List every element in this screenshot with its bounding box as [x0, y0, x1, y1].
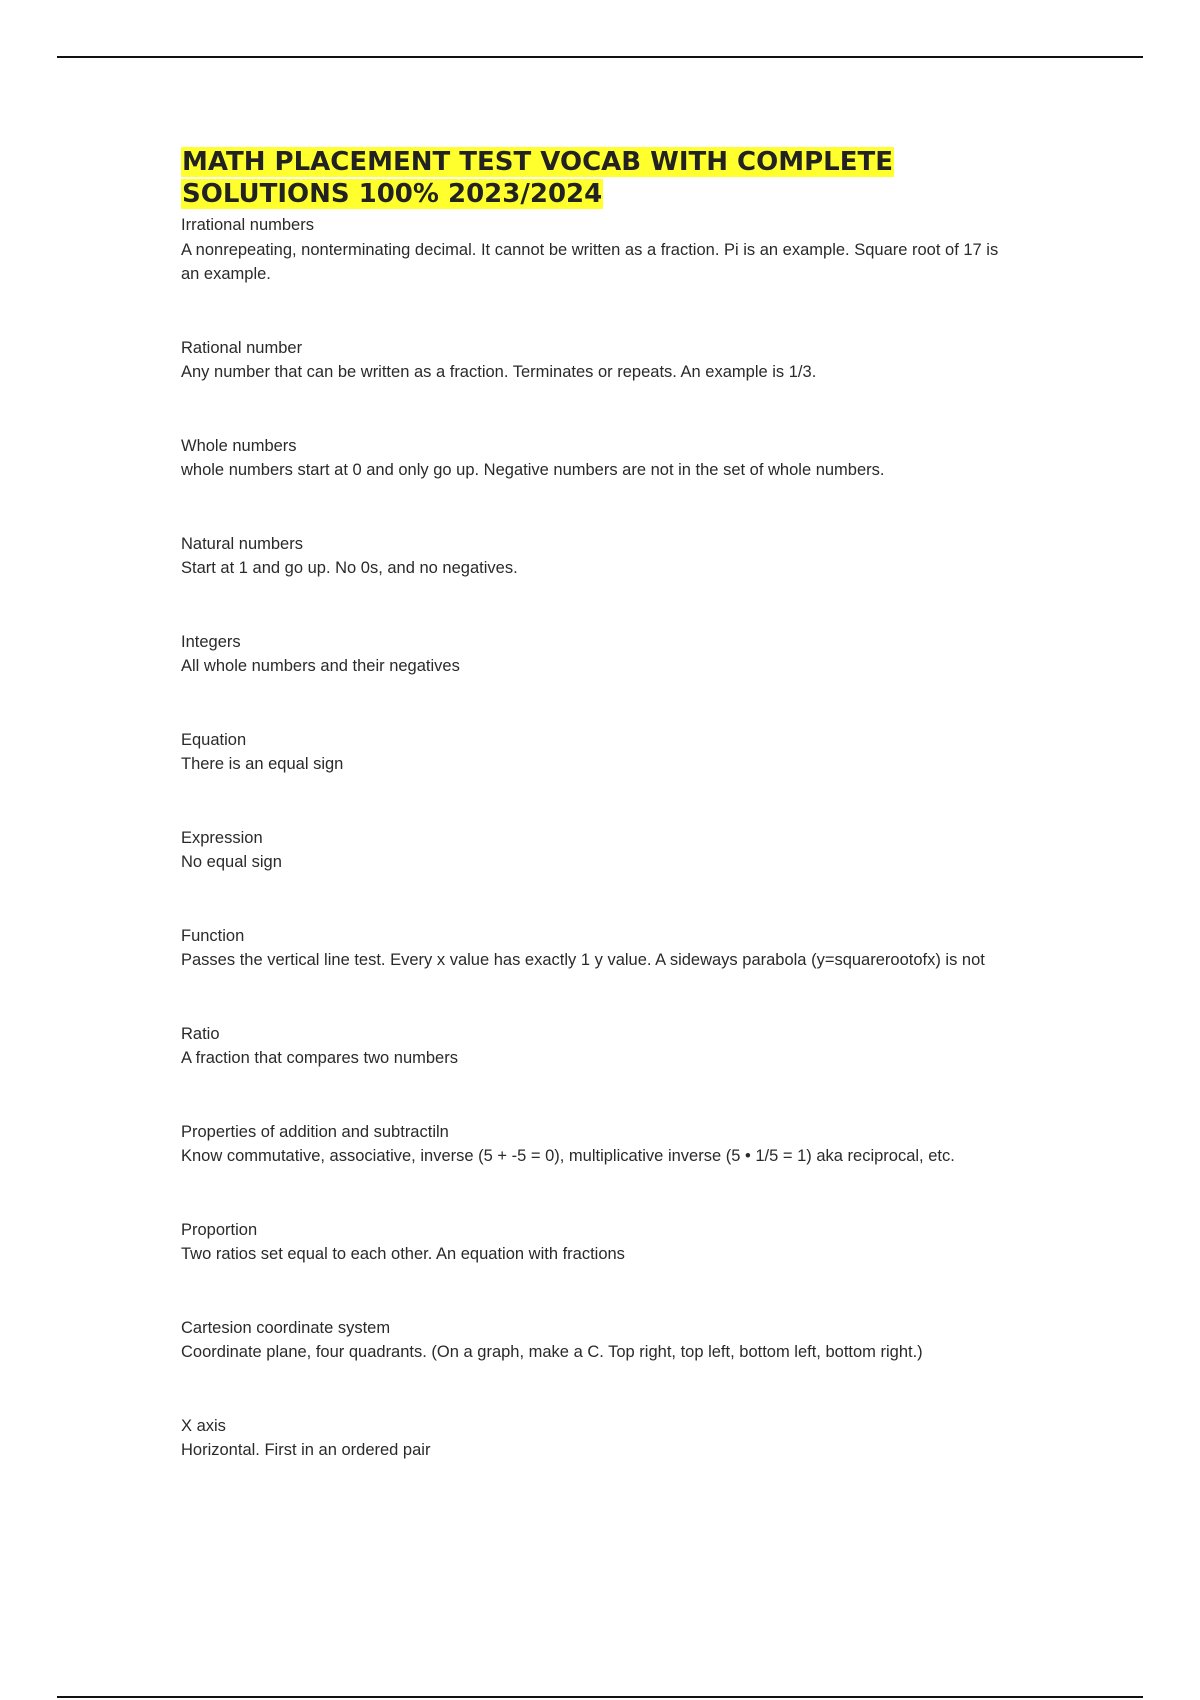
vocab-term: Properties of addition and subtractiln — [181, 1122, 449, 1141]
vocab-term: Cartesion coordinate system — [181, 1318, 391, 1337]
vocab-definition: Coordinate plane, four quadrants. (On a graph, make a C. Top right, top left, bottom left, bottom right.) — [181, 1343, 923, 1361]
header-rule — [57, 56, 1143, 58]
vocab-definition: whole numbers start at 0 and only go up. Negative numbers are not in the set of whole numbers. — [181, 461, 885, 479]
vocab-entry — [181, 1022, 1021, 1071]
title-highlight: MATH PLACEMENT TEST VOCAB WITH COMPLETE SOLUTIONS 100% 2023/2024 — [182, 147, 893, 209]
vocab-definition: Two ratios set equal to each other. An equation with fractions — [181, 1245, 625, 1263]
vocab-entry — [181, 434, 1021, 483]
vocab-term: Proportion — [181, 1220, 258, 1239]
vocab-term: Function — [181, 926, 245, 945]
vocab-definition: There is an equal sign — [181, 755, 344, 773]
vocab-definition: No equal sign — [181, 853, 282, 871]
vocab-term: Irrational numbers — [181, 216, 314, 234]
vocab-definition: A nonrepeating, nonterminating decimal. It cannot be written as a fraction. Pi is an example. Square root of 17 is an example. — [181, 240, 999, 283]
document-body — [181, 146, 1021, 1463]
vocab-term: Whole numbers — [181, 436, 297, 455]
vocab-definition: Horizontal. First in an ordered pair — [181, 1441, 431, 1459]
vocab-definition: Passes the vertical line test. Every x value has exactly 1 y value. A sideways parabola (y=squarerootofx) is not — [181, 951, 985, 969]
vocab-definition: Know commutative, associative, inverse (5 + -5 = 0), multiplicative inverse (5 • 1/5 = 1) aka reciprocal, etc. — [181, 1147, 955, 1165]
vocab-term: Integers — [181, 632, 241, 651]
vocab-term: Natural numbers — [181, 534, 303, 553]
vocab-term: X axis — [181, 1416, 226, 1435]
vocab-entry — [181, 336, 1021, 385]
vocab-term: Rational number — [181, 338, 303, 357]
vocab-entry — [181, 1218, 1021, 1267]
vocab-entry — [181, 1120, 1021, 1169]
document-title — [181, 146, 1021, 210]
vocab-term: Expression — [181, 828, 263, 847]
vocab-entry — [181, 826, 1021, 875]
vocab-definition: Any number that can be written as a fraction. Terminates or repeats. An example is 1/3. — [181, 363, 817, 381]
vocab-definition: All whole numbers and their negatives — [181, 657, 460, 675]
vocab-definition: Start at 1 and go up. No 0s, and no negatives. — [181, 559, 518, 577]
vocab-entry — [181, 213, 1021, 287]
vocab-entry — [181, 630, 1021, 679]
vocab-entry — [181, 1316, 1021, 1365]
vocab-list — [181, 213, 1021, 1463]
footer-rule — [57, 1696, 1143, 1698]
vocab-definition: A fraction that compares two numbers — [181, 1049, 458, 1067]
vocab-entry — [181, 728, 1021, 777]
vocab-entry — [181, 1414, 1021, 1463]
vocab-entry — [181, 924, 1021, 973]
vocab-term: Equation — [181, 730, 247, 749]
vocab-term: Ratio — [181, 1024, 220, 1043]
vocab-entry — [181, 532, 1021, 581]
